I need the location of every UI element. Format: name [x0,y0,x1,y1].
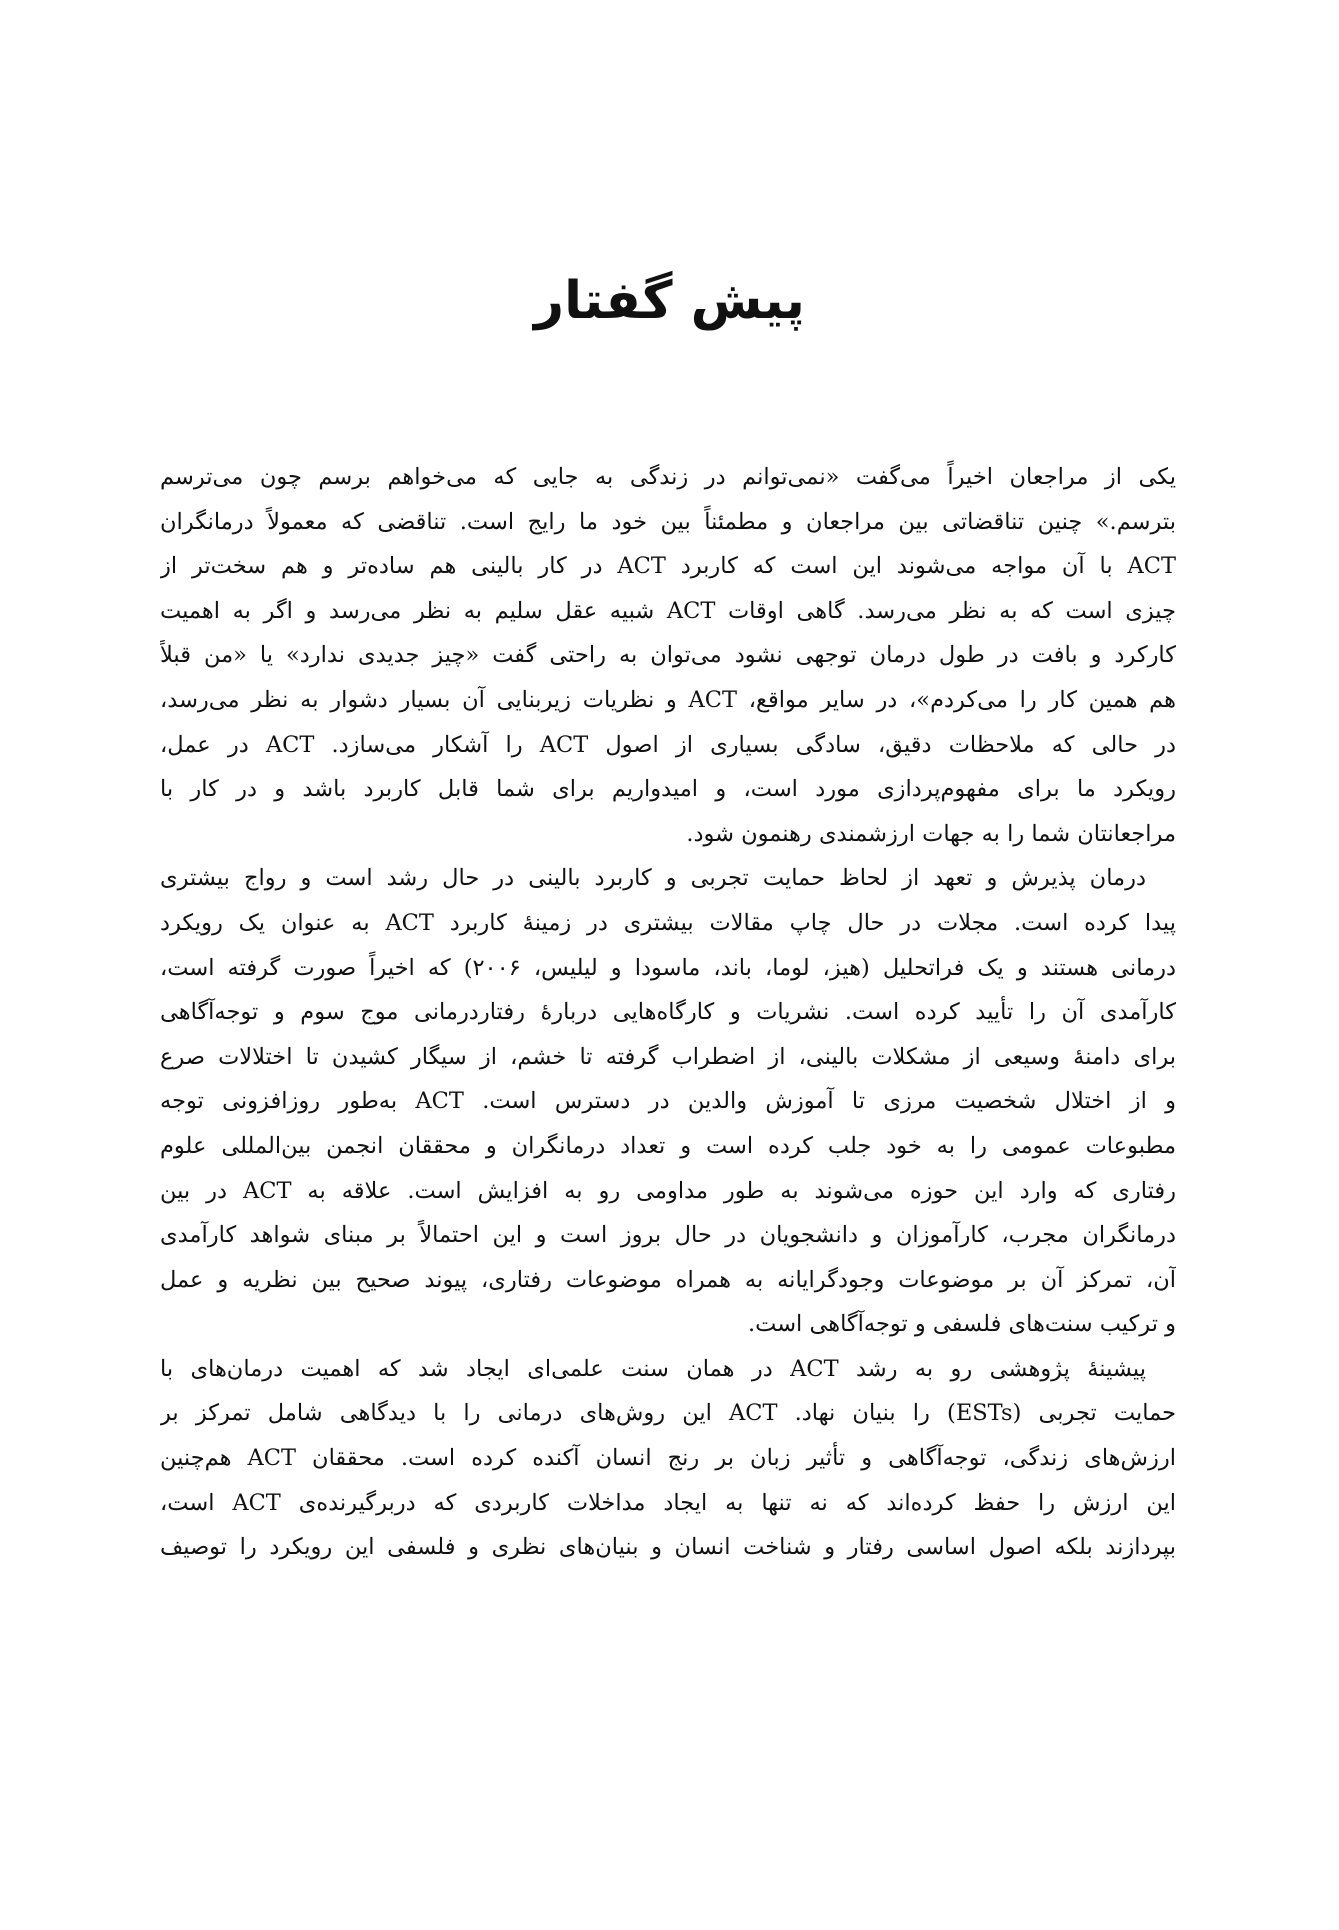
text-line: برای دامنهٔ وسیعی از مشکلات بالینی، از اضطراب گرفته تا خشم، از سیگار کشیدن تا اختلالات صرع [160,1043,1176,1070]
text-line: کارآمدی آن را تأیید کرده است. نشریات و کارگاه‌هایی دربارهٔ رفتاردرمانی موج سوم و توجه‌آگاهی [160,999,1176,1026]
paragraph-1 [160,455,1176,856]
text-line: در حالی که ملاحظات دقیق، سادگی بسیاری از اصول ACT را آشکار می‌سازد. ACT در عمل، [160,731,1176,758]
text-line: مراجعانتان شما را به جهات ارزشمندی رهنمون شود. [686,820,1176,847]
text-line: پیدا کرده است. مجلات در حال چاپ مقالات بیشتری در زمینهٔ کاربرد ACT به عنوان یک رویکرد [160,909,1176,936]
paragraph-3 [160,1347,1176,1570]
text-line: چیزی است که به نظر می‌رسد. گاهی اوقات ACT شبیه عقل سلیم به نظر می‌رسد و اگر به اهمیت [160,597,1176,624]
text-line: آن، تمرکز آن بر موضوعات وجودگرایانه به همراه موضوعات رفتاری، پیوند صحیح بین نظریه و عمل [160,1266,1176,1293]
text-line: و از اختلال شخصیت مرزی تا آموزش والدین در دسترس است. ACT به‌طور روزافزونی توجه [160,1088,1176,1115]
text-line: کارکرد و بافت در طول درمان توجهی نشود می‌توان به راحتی گفت «چیز جدیدی ندارد» یا «من قبلاً [160,642,1176,669]
text-line: مطبوعات عمومی را به خود جلب کرده است و تعداد درمانگران و محققان انجمن بین‌المللی علوم [160,1132,1176,1159]
page-title: پیش گفتار [534,271,805,331]
paragraph-2 [160,856,1176,1347]
text-line: بترسم.» چنین تناقضاتی بین مراجعان و مطمئناً بین خود ما رایج است. تناقضی که معمولاً درمانگران [160,508,1176,535]
text-line: درمان پذیرش و تعهد از لحاظ حمایت تجربی و کاربرد بالینی در حال رشد است و رواج بیشتری [160,865,1146,892]
text-line: رفتاری که وارد این حوزه می‌شوند به طور مداومی رو به افزایش است. علاقه به ACT در بین [160,1177,1176,1204]
text-line: ACT با آن مواجه می‌شوند این است که کاربرد ACT در کار بالینی هم ساده‌تر و هم سخت‌تر از [160,553,1176,580]
text-line: درمانی هستند و یک فراتحلیل (هیز، لوما، باند، ماسودا و لیلیس، ۲۰۰۶) که اخیراً صورت گرفته است، [160,954,1176,981]
text-line: بپردازند بلکه اصول اساسی رفتار و شناخت انسان و بنیان‌های نظری و فلسفی این رویکرد را توصیف [160,1534,1176,1561]
text-line: این ارزش را حفظ کرده‌اند که نه تنها به ایجاد مداخلات کاربردی که دربرگیرنده‌ی ACT است، [160,1489,1176,1516]
text-line: درمانگران مجرب، کارآموزان و دانشجویان در حال بروز است و این احتمالاً بر مبنای شواهد کارآمدی [160,1222,1176,1249]
text-line: و ترکیب سنت‌های فلسفی و توجه‌آگاهی است. [747,1311,1176,1338]
text-line: یکی از مراجعان اخیراً می‌گفت «نمی‌توانم در زندگی به جایی که می‌خواهم برسم چون می‌ترسم [160,464,1176,490]
body-text [160,455,1176,1570]
text-line: رویکرد ما برای مفهوم‌پردازی مورد است، و امیدواریم برای شما قابل کاربرد باشد و در کار با [160,776,1176,803]
text-line: پیشینهٔ پژوهشی رو به رشد ACT در همان سنت علمی‌ای ایجاد شد که اهمیت درمان‌های با [160,1355,1146,1382]
text-line: ارزش‌های زندگی، توجه‌آگاهی و تأثیر زبان بر رنج انسان آکنده کرده است. محققان ACT هم‌چنین [160,1445,1176,1472]
text-line: هم همین کار را می‌کردم»، در سایر مواقع، ACT و نظریات زیربنایی آن بسیار دشوار به نظر می‌رسد، [160,686,1176,713]
text-line: حمایت تجربی (ESTs) را بنیان نهاد. ACT این روش‌های درمانی را با دیدگاهی شامل تمرکز بر [160,1400,1176,1427]
